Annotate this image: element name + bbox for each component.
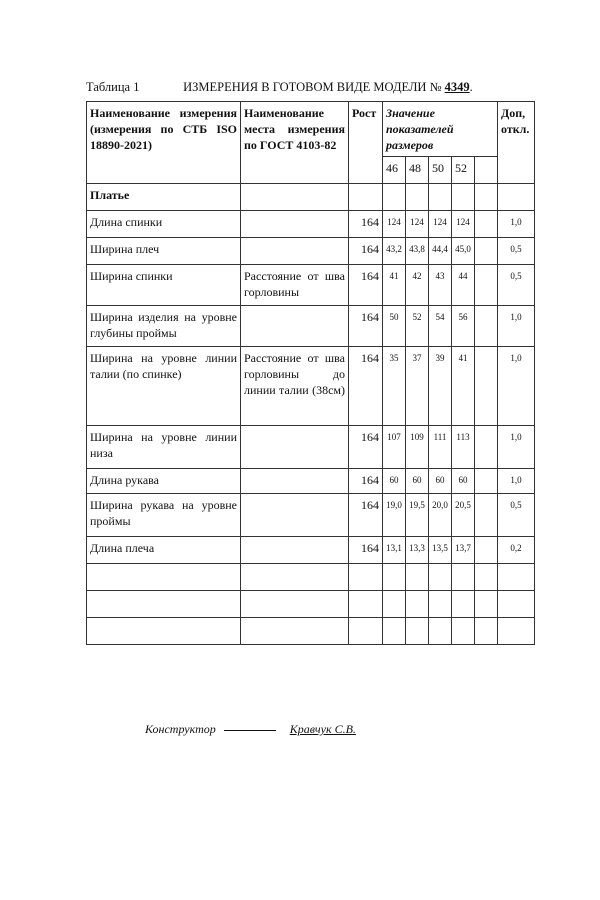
empty-cell [475, 591, 498, 618]
size-value: 50 [383, 306, 406, 347]
height-value: 164 [349, 426, 383, 469]
measurement-place [241, 494, 349, 537]
size-value: 35 [383, 347, 406, 426]
empty-cell [241, 564, 349, 591]
empty-cell [383, 564, 406, 591]
tolerance-value: 1,0 [498, 426, 535, 469]
height-value: 164 [349, 306, 383, 347]
size-cell [475, 157, 498, 184]
empty-cell [241, 618, 349, 645]
signature-block [145, 722, 356, 737]
table-row [87, 494, 535, 537]
empty-cell [406, 591, 429, 618]
tolerance-value: 1,0 [498, 347, 535, 426]
tolerance-value: 0,2 [498, 537, 535, 564]
size-value: 107 [383, 426, 406, 469]
tolerance-value: 1,0 [498, 306, 535, 347]
size-value: 111 [429, 426, 452, 469]
empty-cell [429, 591, 452, 618]
empty-cell [383, 591, 406, 618]
empty-cell [475, 618, 498, 645]
empty-cell [429, 618, 452, 645]
tolerance-value: 1,0 [498, 469, 535, 494]
model-number: 4349 [444, 80, 470, 94]
size-value: 60 [429, 469, 452, 494]
height-value: 164 [349, 494, 383, 537]
empty-cell [349, 564, 383, 591]
empty-cell [87, 591, 241, 618]
empty-cell [498, 618, 535, 645]
table-row [87, 537, 535, 564]
empty-row [87, 591, 535, 618]
empty-cell [87, 564, 241, 591]
empty-row [87, 564, 535, 591]
measurement-name: Ширина плеч [87, 238, 241, 265]
size-value: 52 [406, 306, 429, 347]
height-value: 164 [349, 347, 383, 426]
size-value: 113 [452, 426, 475, 469]
measurement-name: Длина рукава [87, 469, 241, 494]
empty-cell [475, 564, 498, 591]
size-value: 124 [383, 211, 406, 238]
table-row [87, 238, 535, 265]
size-value: 43 [429, 265, 452, 306]
measurement-name: Ширина рукава на уровне проймы [87, 494, 241, 537]
measurement-place [241, 469, 349, 494]
measurement-place [241, 537, 349, 564]
table-row [87, 347, 535, 426]
size-value: 124 [406, 211, 429, 238]
table-row [87, 469, 535, 494]
measurement-name: Длина спинки [87, 211, 241, 238]
size-value: 109 [406, 426, 429, 469]
header-measurement-place: Наименование места измерения по ГОСТ 4103-82 [241, 102, 349, 184]
empty-cell [406, 618, 429, 645]
height-value: 164 [349, 537, 383, 564]
height-value: 164 [349, 265, 383, 306]
signature-name: Кравчук С.В. [289, 722, 356, 736]
header-height: Рост [349, 102, 383, 184]
size-value: 13,1 [383, 537, 406, 564]
size-value: 13,5 [429, 537, 452, 564]
empty-cell [429, 564, 452, 591]
header-row [87, 102, 535, 157]
table-row [87, 306, 535, 347]
size-cell: 46 [383, 157, 406, 184]
measurement-place: Расстояние от шва горловины [241, 265, 349, 306]
size-value: 54 [429, 306, 452, 347]
table-number: Таблица 1 [86, 80, 140, 94]
measurement-name: Ширина спинки [87, 265, 241, 306]
empty-cell [349, 618, 383, 645]
size-value: 44 [452, 265, 475, 306]
empty-cell [452, 564, 475, 591]
size-value: 41 [452, 347, 475, 426]
size-value: 44,4 [429, 238, 452, 265]
table-title: ИЗМЕРЕНИЯ В ГОТОВОМ ВИДЕ МОДЕЛИ № [183, 80, 442, 94]
height-value: 164 [349, 469, 383, 494]
size-value: 20,0 [429, 494, 452, 537]
header-size-values: Значение показателей размеров [383, 102, 498, 157]
tolerance-value: 0,5 [498, 494, 535, 537]
size-cell: 48 [406, 157, 429, 184]
size-value: 19,5 [406, 494, 429, 537]
size-value [475, 211, 498, 238]
size-value [475, 265, 498, 306]
size-value [475, 494, 498, 537]
empty-cell [349, 591, 383, 618]
empty-cell [406, 564, 429, 591]
empty-cell [87, 618, 241, 645]
tolerance-value: 1,0 [498, 211, 535, 238]
size-value: 60 [452, 469, 475, 494]
size-cell: 52 [452, 157, 475, 184]
tolerance-value: 0,5 [498, 265, 535, 306]
measurement-place [241, 306, 349, 347]
size-value [475, 469, 498, 494]
size-value: 19,0 [383, 494, 406, 537]
size-value: 60 [406, 469, 429, 494]
empty-cell [241, 591, 349, 618]
size-value [475, 426, 498, 469]
size-value [475, 347, 498, 426]
size-value: 13,3 [406, 537, 429, 564]
size-value: 13,7 [452, 537, 475, 564]
measurement-place [241, 211, 349, 238]
size-value: 124 [452, 211, 475, 238]
measurement-place [241, 238, 349, 265]
size-value: 39 [429, 347, 452, 426]
size-value: 20,5 [452, 494, 475, 537]
size-value [475, 537, 498, 564]
empty-cell [452, 618, 475, 645]
section-row [87, 184, 535, 211]
size-value: 43,8 [406, 238, 429, 265]
empty-cell [383, 618, 406, 645]
table-row [87, 211, 535, 238]
measurement-name: Ширина на уровне линии талии (по спинке) [87, 347, 241, 426]
table-row [87, 265, 535, 306]
measurements-table [86, 101, 535, 645]
size-value: 45,0 [452, 238, 475, 265]
size-value: 37 [406, 347, 429, 426]
size-value: 43,2 [383, 238, 406, 265]
measurement-name: Ширина изделия на уровне глубины проймы [87, 306, 241, 347]
size-value [475, 306, 498, 347]
height-value: 164 [349, 238, 383, 265]
measurement-name: Длина плеча [87, 537, 241, 564]
table-row [87, 426, 535, 469]
empty-cell [452, 591, 475, 618]
size-value: 56 [452, 306, 475, 347]
measurement-place: Расстояние от шва горловины до линии талии (38см) [241, 347, 349, 426]
height-value: 164 [349, 211, 383, 238]
empty-cell [498, 564, 535, 591]
signature-role: Конструктор [145, 722, 216, 736]
size-value: 124 [429, 211, 452, 238]
size-value: 42 [406, 265, 429, 306]
signature-line [224, 730, 276, 731]
section-title: Платье [87, 184, 241, 211]
size-value: 41 [383, 265, 406, 306]
table-caption [86, 80, 566, 95]
empty-cell [498, 591, 535, 618]
size-cell: 50 [429, 157, 452, 184]
measurement-name: Ширина на уровне линии низа [87, 426, 241, 469]
empty-row [87, 618, 535, 645]
size-value [475, 238, 498, 265]
caption-dot: . [469, 80, 473, 94]
measurement-place [241, 426, 349, 469]
header-measurement-name: Наименование измерения (измерения по СТБ ISO 18890-2021) [87, 102, 241, 184]
tolerance-value: 0,5 [498, 238, 535, 265]
header-tolerance: Доп, откл. [498, 102, 535, 184]
size-value: 60 [383, 469, 406, 494]
